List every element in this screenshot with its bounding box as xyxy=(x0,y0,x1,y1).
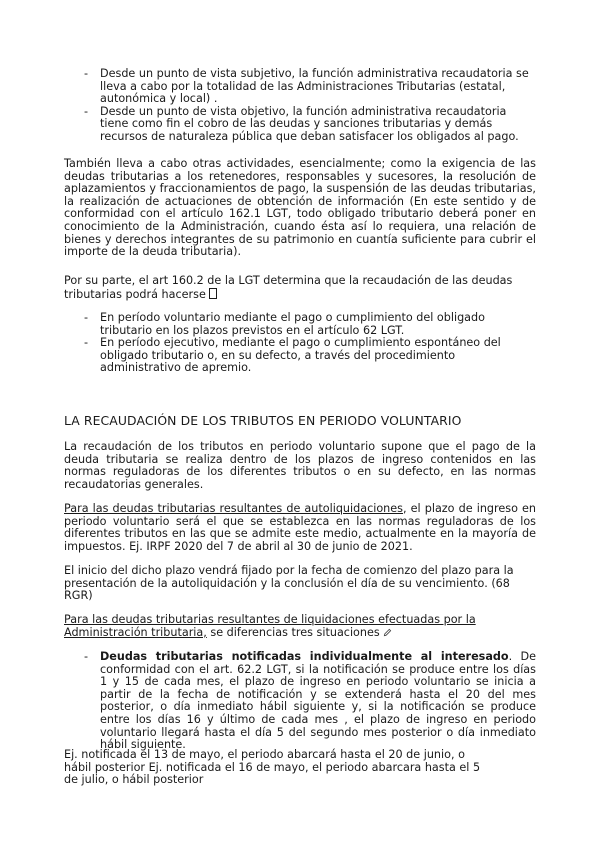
ejemplo-line: hábil posterior Ej. notificada el 16 de mayo, el periodo abarcara hasta el 5 xyxy=(64,760,481,774)
paragraph-art-160 xyxy=(64,275,536,301)
paragraph-inicio-plazo: El inicio del dicho plazo vendrá fijado por la fecha de comienzo del plazo para la presentación de la autoliquidación y la conclusión el día de su vencimiento. (68 RGR) xyxy=(64,564,514,603)
paragraph-otras-actividades: También lleva a cabo otras actividades, esencialmente; como la exigencia de las deudas tributarias a los retenedores, responsables y sucesores, la resolución de aplazamientos y fraccionamientos de pago, la suspensión de las deudas tributarias, la realización de actuaciones de obtención de información (En este sentido y de conformidad con el artículo 162.1 LGT, todo obligado tributario deberá poner en conocimiento de la Administración, cuando ésta así lo requiera, una relación de bienes y derechos integrantes de su patrimonio en cuantía suficiente para cubrir el importe de la deuda tributaria). xyxy=(64,157,536,259)
paragraph-art-160-text: Por su parte, el art 160.2 de la LGT determina que la recaudación de las deudas tributarias podrá hacerse xyxy=(64,274,513,301)
paragraph-recaudacion: La recaudación de los tributos en periodo voluntario supone que el pago de la deuda tributaria se realiza dentro de los plazos de ingreso contenidos en las normas reguladoras de los diferentes tributos o en su defecto, en las normas recaudatorias generales. xyxy=(64,440,536,491)
pencil-icon xyxy=(383,628,392,637)
list-item: - En período ejecutivo, mediante el pago o cumplimiento espontáneo del obligado tributario o, en su defecto, a través del procedimiento administrativo de apremio. xyxy=(64,337,536,375)
autoliquidaciones-underlined: Para las deudas tributarias resultantes de autoliquidaciones xyxy=(64,502,403,515)
deudas-bullet-list xyxy=(64,651,536,752)
liquidaciones-underlined: Para las deudas tributarias resultantes de liquidaciones efectuadas por la Administración tributaria, xyxy=(64,613,476,639)
list-item: - En período voluntario mediante el pago o cumplimiento del obligado tributario en los plazos previstos en el artículo 62 LGT. xyxy=(64,312,536,337)
ejemplo-line: de julio, o hábil posterior xyxy=(64,773,204,787)
section-heading: LA RECAUDACIÓN DE LOS TRIBUTOS EN PERIODO VOLUNTARIO xyxy=(64,413,462,428)
missing-glyph-icon xyxy=(209,288,217,299)
periodo-bullet-list xyxy=(64,312,536,375)
list-item: - Desde un punto de vista objetivo, la función administrativa recaudatoria tiene como fin el cobro de las deudas y sanciones tributarias y demás recursos de naturaleza pública que deban satisfacer los obligados al pago. xyxy=(64,106,536,144)
top-bullet-list xyxy=(64,68,536,144)
paragraph-liquidaciones xyxy=(64,614,484,639)
list-item xyxy=(64,651,536,752)
list-item: - Desde un punto de vista subjetivo, la función administrativa recaudatoria se lleva a cabo por la totalidad de las Administraciones Tributarias (estatal, autonómica y local) . xyxy=(64,68,536,106)
deudas-bold-lead: Deudas tributarias notificadas individualmente al interesado xyxy=(100,650,509,663)
ejemplo-line: Ej. notificada el 13 de mayo, el periodo abarcará hasta el 20 de junio, o xyxy=(64,748,465,761)
paragraph-autoliquidaciones xyxy=(64,503,536,553)
deudas-text: . De conformidad con el art. 62.2 LGT, si la notificación se produce entre los días 1 y 15 de cada mes, el plazo de ingreso en periodo voluntario se inicia a partir de la fecha de notificación y se extenderá hasta el 20 del mes posterior, o día inmediato hábil siguiente y, si la notificación se produce entre los días 16 y último de cada mes , el plazo de ingreso en periodo voluntario llegará hasta el día 5 del segundo mes posterior o día inmediato hábil siguiente. xyxy=(100,650,536,752)
paragraph-ejemplo xyxy=(64,749,536,787)
liquidaciones-text: se diferencias tres situaciones xyxy=(206,625,384,639)
autoliquidaciones-text: , el plazo de ingreso en periodo voluntario será el que se establezca en las normas reguladoras de los diferentes tributos en las que se admite este medio, actualmente en la mayoría de impuestos. Ej. IRPF 2020 del 7 de abril al 30 de junio de 2021. xyxy=(64,502,536,553)
